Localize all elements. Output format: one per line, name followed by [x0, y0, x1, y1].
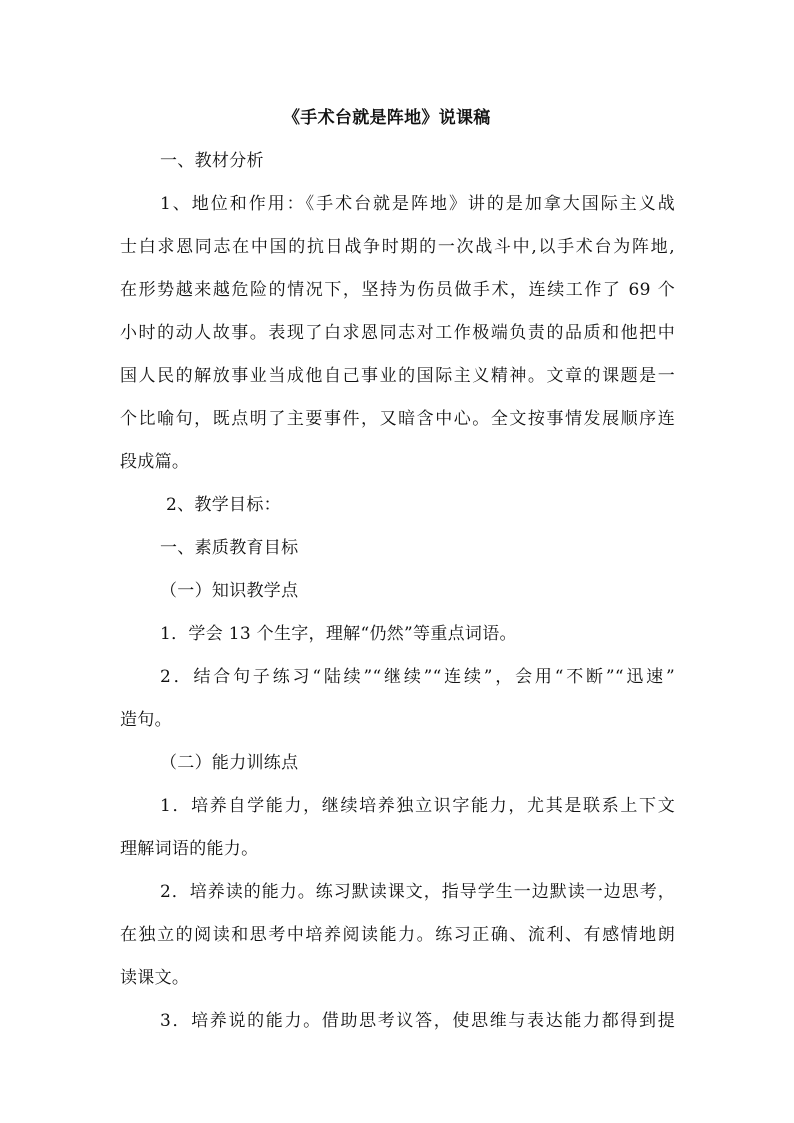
paragraph-line: 在独立的阅读和思考中培养阅读能力。练习正确、流利、有感情地朗 [120, 925, 675, 945]
document-title: 《手术台就是阵地》说课稿 [283, 108, 491, 128]
paragraph-line: 段成篇。 [120, 452, 190, 472]
paragraph-line: 造句。 [120, 710, 172, 730]
section-heading: 一、素质教育目标 [160, 538, 299, 558]
paragraph-line: 国人民的解放事业当成他自己事业的国际主义精神。文章的课题是一 [120, 366, 675, 386]
paragraph-line: 2．培养读的能力。练习默读课文，指导学生一边默读一边思考， [160, 882, 675, 902]
paragraph-line: 在形势越来越危险的情况下，坚持为伤员做手术，连续工作了 69 个 [120, 280, 675, 300]
paragraph-line: 理解词语的能力。 [120, 839, 259, 859]
paragraph-line: 士白求恩同志在中国的抗日战争时期的一次战斗中,以手术台为阵地, [120, 237, 675, 257]
paragraph-line: 1．学会 13 个生字，理解“仍然”等重点词语。 [160, 624, 517, 644]
paragraph-line: 读课文。 [120, 968, 190, 988]
subsection-heading: （一）知识教学点 [160, 581, 299, 601]
section-heading: 一、教材分析 [160, 151, 264, 171]
paragraph-line: 1、地位和作用：《手术台就是阵地》讲的是加拿大国际主义战 [160, 194, 675, 214]
subsection-heading: （二）能力训练点 [160, 753, 299, 773]
paragraph-line: 小时的动人故事。表现了白求恩同志对工作极端负责的品质和他把中 [120, 323, 675, 343]
paragraph-line: 3．培养说的能力。借助思考议答，使思维与表达能力都得到提 [160, 1011, 675, 1031]
section-heading: 2、教学目标： [166, 495, 281, 515]
paragraph-line: 个比喻句，既点明了主要事件，又暗含中心。全文按事情发展顺序连 [120, 409, 675, 429]
paragraph-line: 2．结合句子练习“陆续”“继续”“连续”，会用“不断”“迅速” [160, 667, 675, 687]
paragraph-line: 1．培养自学能力，继续培养独立识字能力，尤其是联系上下文 [160, 796, 675, 816]
